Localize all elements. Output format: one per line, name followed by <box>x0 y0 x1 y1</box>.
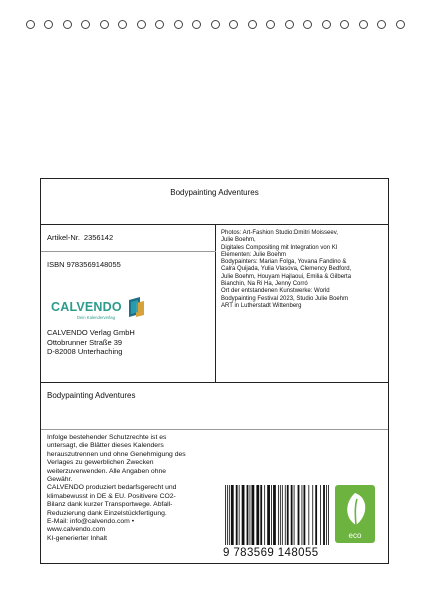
legal-line: klimabewusst in DE & EU. Positivere CO2- <box>47 492 176 500</box>
credits-line: Elementen: Julie Boehm <box>221 251 287 258</box>
legal-line: weiterzuverwenden. Alle Angaben ohne <box>47 467 167 475</box>
legal-line: herauszutrennen und ohne Genehmigung des <box>47 450 186 458</box>
barcode-bar <box>291 485 293 545</box>
divider <box>41 251 216 252</box>
barcode-bar <box>256 485 259 545</box>
binding-ring <box>118 20 127 29</box>
barcode-bar <box>247 485 249 545</box>
eco-label: eco <box>348 531 362 540</box>
publisher-column <box>41 225 216 382</box>
credits-column <box>216 225 388 382</box>
barcode-bar <box>320 485 321 545</box>
legal-line: www.calvendo.com <box>47 526 106 534</box>
binding-ring <box>377 20 386 29</box>
barcode-bar <box>308 485 309 545</box>
article-number <box>47 233 113 242</box>
credits-text <box>221 230 383 310</box>
legal-line: E-Mail: info@calvendo.com • <box>47 518 135 526</box>
legal-line: Verlages zu gewerblichen Zwecken <box>47 459 154 467</box>
binding-ring <box>322 20 331 29</box>
binding-ring <box>396 20 405 29</box>
eco-leaf-icon <box>335 485 375 543</box>
barcode-bar <box>312 485 313 545</box>
credits-line: Bodypainting Festival 2023, Studio Julie Boehm <box>221 295 349 302</box>
barcode-bar <box>225 485 226 545</box>
barcode-digits: 9 783569 148055 <box>223 547 319 559</box>
barcode-bar <box>294 485 295 545</box>
credits-line: Ort der entstandenen Kunstwerke: World <box>221 288 330 295</box>
legal-notice <box>47 434 219 543</box>
binding-ring <box>266 20 275 29</box>
barcode-bar <box>326 485 327 545</box>
binding-ring <box>63 20 72 29</box>
barcode-bar <box>260 485 262 545</box>
barcode-bar <box>328 485 329 545</box>
binding-ring <box>248 20 257 29</box>
calendar-logo-icon <box>127 297 145 317</box>
calendar-back-card <box>40 178 389 564</box>
barcode-bar <box>242 485 245 545</box>
legal-line: Infolge bestehender Schutzrechte ist es <box>47 434 167 441</box>
barcode-bars <box>225 485 329 547</box>
credits-line: ART in Lutherstadt Wittenberg <box>221 302 302 309</box>
credits-line: Calra Quijada, Yulia Vlasova, Clemency Bedford, <box>221 266 352 273</box>
barcode-bar <box>287 485 289 545</box>
credits-line: Bodypainters: Marian Folga, Yovana Fandino & <box>221 259 347 266</box>
barcode-bar <box>267 485 270 545</box>
barcode-bar <box>231 485 234 545</box>
publisher-city: D-82008 Unterhaching <box>47 347 123 356</box>
credits-line: Julie Boehm, <box>221 237 256 244</box>
binding-ring <box>285 20 294 29</box>
calvendo-logo <box>51 297 151 321</box>
logo-wordmark: CALVENDO <box>51 300 122 314</box>
legal-line: Reduzierung dank Einzelstückfertigung. <box>47 509 167 517</box>
credits-line: Julie Boehm, Houyam Hajlaoui, Emilia & Gilberta <box>221 273 352 280</box>
credits-line: Photos: Art-Fashion Studio:Dmitri Moisseev, <box>221 230 338 236</box>
legal-line: untersagt, die Blätter dieses Kalenders <box>47 442 164 450</box>
calendar-subtitle: Bodypainting Adventures <box>47 391 136 400</box>
binding-ring <box>192 20 201 29</box>
barcode-bar <box>298 485 300 545</box>
article-value: 2356142 <box>83 233 114 242</box>
binding-rings <box>0 0 431 40</box>
binding-ring <box>44 20 53 29</box>
binding-ring <box>174 20 183 29</box>
barcode-bar <box>227 485 228 545</box>
article-label: Artikel-Nr. <box>47 233 80 242</box>
binding-ring <box>155 20 164 29</box>
barcode-bar <box>323 485 325 545</box>
isbn: ISBN 9783569148055 <box>47 260 121 269</box>
barcode-bar <box>285 485 286 545</box>
binding-ring <box>211 20 220 29</box>
isbn-barcode <box>223 485 331 563</box>
barcode-bar <box>229 485 230 545</box>
logo-tagline: Dein Kalenderverlag <box>77 315 115 320</box>
binding-ring <box>359 20 368 29</box>
barcode-bar <box>282 485 283 545</box>
barcode-bar <box>236 485 238 545</box>
legal-line: CALVENDO produziert bedarfsgerecht und <box>47 484 177 492</box>
calendar-title: Bodypainting Adventures <box>170 188 259 197</box>
binding-ring <box>340 20 349 29</box>
barcode-bar <box>239 485 240 545</box>
divider <box>41 382 388 383</box>
legal-line: KI-generierter Inhalt <box>47 534 108 542</box>
legal-line: Bilanz dank kurzer Transportwege. Abfall- <box>47 501 173 509</box>
legal-line: Gewähr. <box>47 476 73 484</box>
binding-ring <box>26 20 35 29</box>
publisher-address <box>47 328 135 357</box>
barcode-bar <box>271 485 272 545</box>
credits-line: Digitales Compositing mit Integration von KI <box>221 244 338 251</box>
barcode-bar <box>278 485 279 545</box>
binding-ring <box>81 20 90 29</box>
barcode-bar <box>251 485 254 545</box>
barcode-bar <box>280 485 281 545</box>
publisher-name: CALVENDO Verlag GmbH <box>47 328 135 337</box>
binding-ring <box>100 20 109 29</box>
binding-ring <box>229 20 238 29</box>
barcode-bar <box>250 485 251 545</box>
title-row <box>41 179 388 225</box>
binding-ring <box>137 20 146 29</box>
barcode-bar <box>303 485 305 545</box>
barcode-bar <box>264 485 265 545</box>
binding-ring <box>303 20 312 29</box>
barcode-bar <box>315 485 317 545</box>
publisher-street: Ottobrunner Straße 39 <box>47 337 123 347</box>
barcode-bar <box>302 485 303 545</box>
barcode-bar <box>273 485 276 545</box>
divider <box>41 429 388 430</box>
credits-line: Bianchin, Na Ri Ha, Jenny Corró <box>221 281 308 288</box>
